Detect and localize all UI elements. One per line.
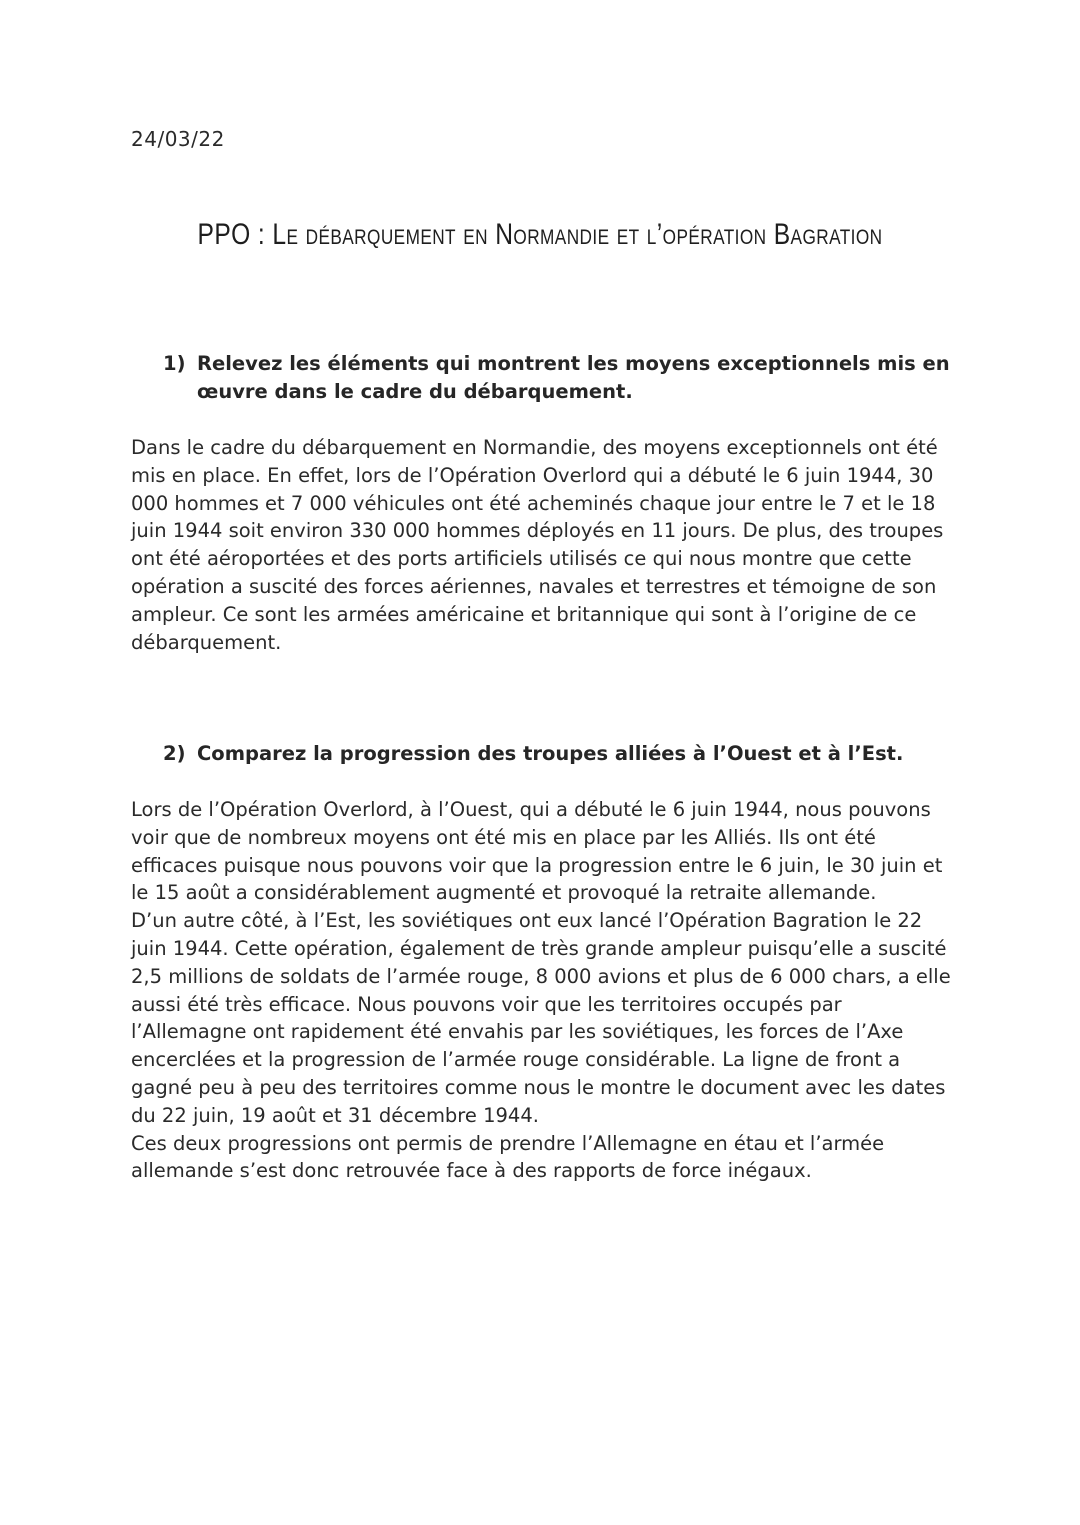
question-number: 1) xyxy=(163,352,186,375)
question-text: Relevez les éléments qui montrent les moyens exceptionnels mis en œuvre dans le cadre du débarquement. xyxy=(197,352,950,403)
answer-paragraph: D’un autre côté, à l’Est, les soviétiques ont eux lancé l’Opération Bagration le 22 juin 1944. Cette opération, également de très grande ampleur puisqu’elle a suscité 2,5 millions de soldats de l’armée rouge, 8 000 avions et plus de 6 000 chars, a elle aussi été très efficace. Nous pouvons voir que les territoires occupés par l’Allemagne ont rapidement été envahis par les soviétiques, les forces de l’Axe encerclées et la progression de l’armée rouge considérable. La ligne de front a gagné peu à peu des territoires comme nous le montre le document avec les dates du 22 juin, 19 août et 31 décembre 1944. xyxy=(131,909,951,1127)
document-title: PPO : Le débarquement en Normandie et l’opération Bagration xyxy=(197,218,883,251)
question-1 xyxy=(163,350,953,406)
answer-paragraph: Dans le cadre du débarquement en Normandie, des moyens exceptionnels ont été mis en place. En effet, lors de l’Opération Overlord qui a débuté le 6 juin 1944, 30 000 hommes et 7 000 véhicules ont été acheminés chaque jour entre le 7 et le 18 juin 1944 soit environ 330 000 hommes déployés en 11 jours. De plus, des troupes ont été aéroportées et des ports artificiels utilisés ce qui nous montre que cette opération a suscité des forces aériennes, navales et terrestres et témoigne de son ampleur. Ce sont les armées américaine et britannique qui sont à l’origine de ce débarquement. xyxy=(131,436,944,654)
document-date: 24/03/22 xyxy=(131,127,225,151)
answer-paragraph: Lors de l’Opération Overlord, à l’Ouest, qui a débuté le 6 juin 1944, nous pouvons voir que de nombreux moyens ont été mis en place par les Alliés. Ils ont été efficaces puisque nous pouvons voir que la progression entre le 6 juin, le 30 juin et le 15 août a considérablement augmenté et provoqué la retraite allemande. xyxy=(131,798,943,905)
answer-2 xyxy=(131,796,957,1185)
answer-paragraph: Ces deux progressions ont permis de prendre l’Allemagne en étau et l’armée allemande s’est donc retrouvée face à des rapports de force inégaux. xyxy=(131,1131,885,1183)
question-2 xyxy=(163,740,953,768)
answer-1 xyxy=(131,434,957,656)
question-text: Comparez la progression des troupes alliées à l’Ouest et à l’Est. xyxy=(197,742,904,765)
question-number: 2) xyxy=(163,742,186,765)
